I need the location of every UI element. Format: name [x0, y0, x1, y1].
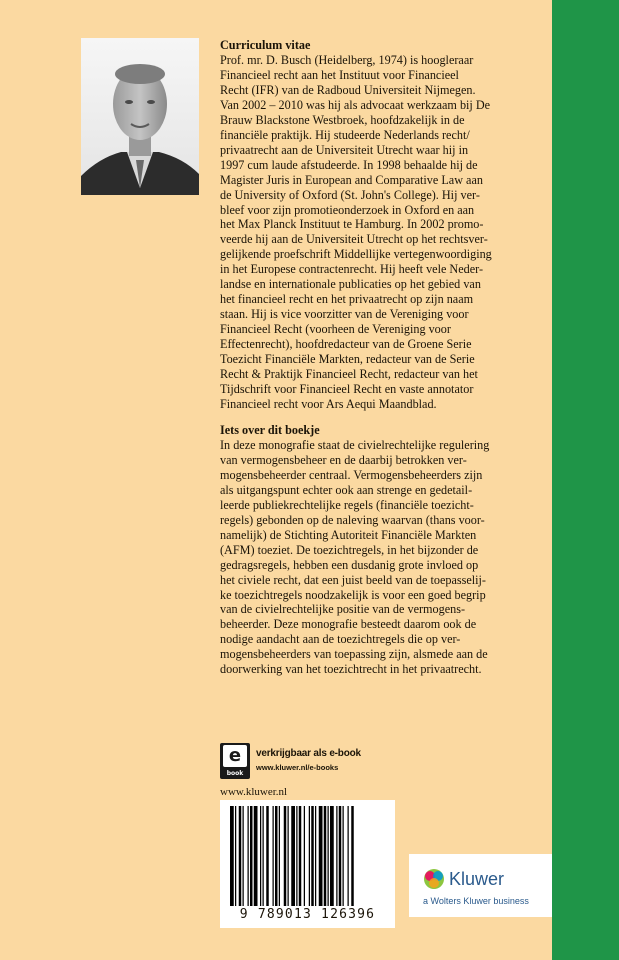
- cv-text: Prof. mr. D. Busch (Heidelberg, 1974) is hoogleraar Financieel recht aan het Instituut voor Financieel Recht (IFR) van de Radboud Universiteit Nijmegen. Van 2002 – 2010 was hij als advocaat werkzaam bij De Brauw Blackstone Westbroek, hoofdzakelijk in de financiële praktijk. Hij studeerde Nederlands recht/ privaatrecht aan de Universiteit Utrecht waar hij in 1997 cum laude afstudeerde. In 1998 behaalde hij de Magister Juris in European and Comparative Law aan de University of Oxford (St. John's College). Hij ver- bleef voor zijn promotieonderzoek in Oxford en aan het Max Planck Instituut te Hamburg. In 2002 promo- veerde hij aan de Universiteit Utrecht op het rechtsver- gelijkende proefschrift Middellijke vertegenwoordiging in het Europese contractenrecht. Hij heeft vele Neder- landse en internationale publicaties op het gebied van het financieel recht en het privaatrecht op zijn naam staan. Hij is vice voorzitter van de Vereniging voor Financieel Recht (voorheen de Vereniging voor Effectenrecht), hoofdredacteur van de Groene Serie Toezicht Financiële Markten, redacteur van de Serie Recht & Praktijk Financieel Recht, redacteur van het Tijdschrift voor Financieel Recht en vaste annotator Financieel recht voor Ars Aequi Maandblad.: [220, 53, 492, 411]
- ebook-title: verkrijgbaar als e-book: [256, 748, 361, 759]
- barcode: [220, 800, 395, 928]
- publisher-tagline: a Wolters Kluwer business: [423, 896, 529, 906]
- about-heading: Iets over dit boekje: [220, 423, 320, 437]
- website-link[interactable]: www.kluwer.nl: [220, 786, 288, 798]
- publisher-logo-box: [409, 854, 552, 917]
- kluwer-logo-icon: [423, 868, 445, 890]
- ebook-icon-word: book: [226, 770, 244, 777]
- isbn-number: 9 789013 126396: [239, 907, 376, 922]
- barcode-bars: [228, 806, 387, 906]
- ebook-url[interactable]: www.kluwer.nl/e-books: [256, 763, 339, 772]
- author-portrait-illustration: [81, 38, 199, 195]
- ebook-icon-letter: e: [223, 745, 247, 767]
- ebook-icon: [220, 743, 250, 779]
- publisher-name: Kluwer: [449, 869, 505, 889]
- ebook-availability: [220, 742, 420, 784]
- green-spine-strip: [552, 0, 619, 960]
- cv-heading: Curriculum vitae: [220, 38, 311, 52]
- about-text: In deze monografie staat de civielrechtelijke regulering van vermogensbeheer en de daarbij betrokken ver- mogensbeheerder centraal. Vermogensbeheerders zijn als uitgangspunt echter ook aan strenge en gedetail- leerde publiekrechtelijke regels (financiële toezicht- regels) gebonden op de naleving waarvan (thans voor- namelijk) de Stichting Autoriteit Financiële Markten (AFM) toeziet. De toezichtregels, in het bijzonder de gedragsregels, hebben een dusdanig grote invloed op het civiele recht, dat een juist beeld van de toepasselij- ke toezichtregels noodzakelijk is voor een goed begrip van de civielrechtelijke positie van de vermogens- beheerder. Deze monografie besteedt daarom ook de nodige aandacht aan de toezichtregels die op ver- mogensbeheerders van toepassing zijn, alsmede aan de doorwerking van het toezichtrecht in het privaatrecht.: [220, 438, 490, 677]
- author-photo: [81, 38, 199, 195]
